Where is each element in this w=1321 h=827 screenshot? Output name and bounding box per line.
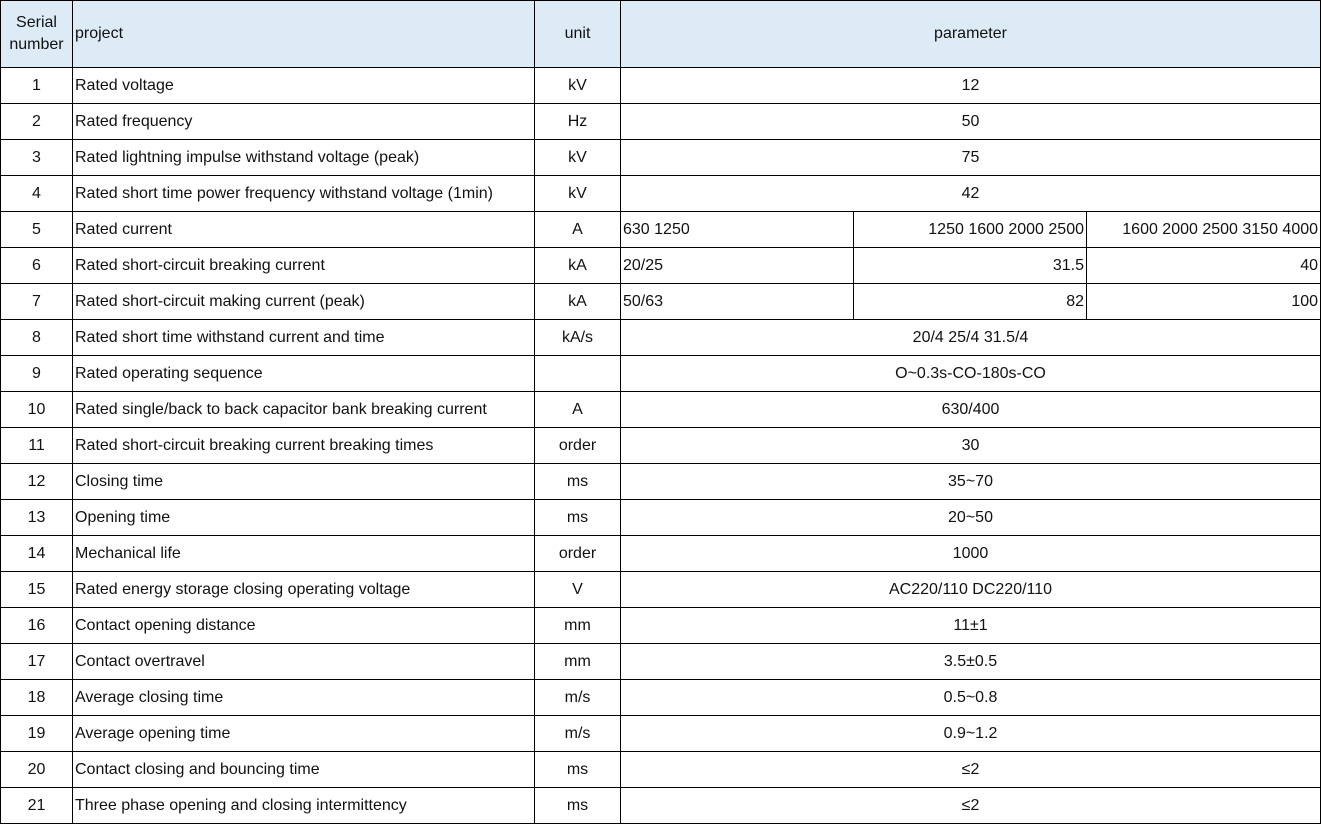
project-cell: Rated current bbox=[73, 212, 535, 248]
parameter-cell: 12 bbox=[621, 68, 1321, 104]
unit-cell: A bbox=[535, 392, 621, 428]
parameter-cell: 1000 bbox=[621, 536, 1321, 572]
project-cell: Closing time bbox=[73, 464, 535, 500]
table-row bbox=[1, 356, 1321, 392]
unit-cell: ms bbox=[535, 464, 621, 500]
serial-number-cell: 10 bbox=[1, 392, 73, 428]
serial-number-cell: 3 bbox=[1, 140, 73, 176]
unit-cell: order bbox=[535, 428, 621, 464]
project-cell: Rated frequency bbox=[73, 104, 535, 140]
serial-number-cell: 8 bbox=[1, 320, 73, 356]
unit-cell: mm bbox=[535, 608, 621, 644]
serial-number-cell: 2 bbox=[1, 104, 73, 140]
unit-cell: m/s bbox=[535, 716, 621, 752]
parameter-cell: 75 bbox=[621, 140, 1321, 176]
serial-number-cell: 12 bbox=[1, 464, 73, 500]
unit-cell bbox=[535, 356, 621, 392]
parameter-cell: 100 bbox=[1087, 284, 1321, 320]
serial-header-line1: Serial bbox=[16, 14, 57, 31]
unit-cell: ms bbox=[535, 500, 621, 536]
table-row bbox=[1, 104, 1321, 140]
unit-cell: kV bbox=[535, 176, 621, 212]
serial-number-cell: 1 bbox=[1, 68, 73, 104]
table-row bbox=[1, 500, 1321, 536]
parameter-cell: 40 bbox=[1087, 248, 1321, 284]
unit-cell: mm bbox=[535, 644, 621, 680]
serial-number-cell: 21 bbox=[1, 788, 73, 824]
unit-cell: ms bbox=[535, 752, 621, 788]
parameter-cell: 31.5 bbox=[854, 248, 1087, 284]
table-row bbox=[1, 212, 1321, 248]
parameter-cell: 0.5~0.8 bbox=[621, 680, 1321, 716]
serial-number-cell: 15 bbox=[1, 572, 73, 608]
project-cell: Rated short time withstand current and time bbox=[73, 320, 535, 356]
table-row bbox=[1, 392, 1321, 428]
parameter-cell: 11±1 bbox=[621, 608, 1321, 644]
parameter-cell: 42 bbox=[621, 176, 1321, 212]
unit-cell: kV bbox=[535, 140, 621, 176]
project-cell: Average opening time bbox=[73, 716, 535, 752]
table-row bbox=[1, 788, 1321, 824]
project-cell: Rated operating sequence bbox=[73, 356, 535, 392]
parameter-cell: 20/25 bbox=[621, 248, 854, 284]
parameter-cell: 1600 2000 2500 3150 4000 bbox=[1087, 212, 1321, 248]
unit-header: unit bbox=[535, 1, 621, 68]
header-row bbox=[1, 1, 1321, 68]
parameter-cell: 3.5±0.5 bbox=[621, 644, 1321, 680]
unit-cell: ms bbox=[535, 788, 621, 824]
table-row bbox=[1, 572, 1321, 608]
project-cell: Rated short time power frequency withstand voltage (1min) bbox=[73, 176, 535, 212]
serial-number-cell: 11 bbox=[1, 428, 73, 464]
table-header bbox=[1, 1, 1321, 68]
project-cell: Rated single/back to back capacitor bank breaking current bbox=[73, 392, 535, 428]
parameter-cell: 30 bbox=[621, 428, 1321, 464]
project-cell: Rated energy storage closing operating voltage bbox=[73, 572, 535, 608]
serial-number-cell: 14 bbox=[1, 536, 73, 572]
serial-header-line2: number bbox=[9, 36, 64, 53]
project-cell: Contact closing and bouncing time bbox=[73, 752, 535, 788]
project-cell: Rated voltage bbox=[73, 68, 535, 104]
parameter-cell: 630 1250 bbox=[621, 212, 854, 248]
parameter-cell: 20~50 bbox=[621, 500, 1321, 536]
table-row bbox=[1, 716, 1321, 752]
unit-cell: kA/s bbox=[535, 320, 621, 356]
project-cell: Mechanical life bbox=[73, 536, 535, 572]
table-body bbox=[1, 68, 1321, 824]
project-cell: Opening time bbox=[73, 500, 535, 536]
table-row bbox=[1, 428, 1321, 464]
serial-number-cell: 4 bbox=[1, 176, 73, 212]
serial-number-cell: 17 bbox=[1, 644, 73, 680]
parameter-cell: 20/4 25/4 31.5/4 bbox=[621, 320, 1321, 356]
serial-number-cell: 19 bbox=[1, 716, 73, 752]
parameter-header: parameter bbox=[621, 1, 1321, 68]
parameter-cell: 82 bbox=[854, 284, 1087, 320]
project-cell: Three phase opening and closing intermittency bbox=[73, 788, 535, 824]
serial-number-header bbox=[1, 1, 73, 68]
table-row bbox=[1, 680, 1321, 716]
table-row bbox=[1, 68, 1321, 104]
serial-number-cell: 6 bbox=[1, 248, 73, 284]
parameter-cell: O~0.3s-CO-180s-CO bbox=[621, 356, 1321, 392]
table-row bbox=[1, 176, 1321, 212]
parameter-cell: ≤2 bbox=[621, 788, 1321, 824]
table-row bbox=[1, 752, 1321, 788]
parameter-cell: 0.9~1.2 bbox=[621, 716, 1321, 752]
serial-number-cell: 7 bbox=[1, 284, 73, 320]
serial-number-cell: 16 bbox=[1, 608, 73, 644]
project-cell: Rated lightning impulse withstand voltage (peak) bbox=[73, 140, 535, 176]
table-row bbox=[1, 284, 1321, 320]
table-row bbox=[1, 140, 1321, 176]
project-cell: Rated short-circuit making current (peak) bbox=[73, 284, 535, 320]
project-cell: Rated short-circuit breaking current breaking times bbox=[73, 428, 535, 464]
unit-cell: m/s bbox=[535, 680, 621, 716]
project-cell: Average closing time bbox=[73, 680, 535, 716]
parameter-cell: 1250 1600 2000 2500 bbox=[854, 212, 1087, 248]
unit-cell: kA bbox=[535, 248, 621, 284]
table-row bbox=[1, 536, 1321, 572]
unit-cell: A bbox=[535, 212, 621, 248]
project-cell: Contact opening distance bbox=[73, 608, 535, 644]
table-row bbox=[1, 248, 1321, 284]
unit-cell: order bbox=[535, 536, 621, 572]
table-row bbox=[1, 464, 1321, 500]
table-row bbox=[1, 608, 1321, 644]
unit-cell: V bbox=[535, 572, 621, 608]
serial-number-cell: 20 bbox=[1, 752, 73, 788]
unit-cell: kV bbox=[535, 68, 621, 104]
parameter-cell: 630/400 bbox=[621, 392, 1321, 428]
parameter-cell: AC220/110 DC220/110 bbox=[621, 572, 1321, 608]
serial-number-cell: 5 bbox=[1, 212, 73, 248]
project-header: project bbox=[73, 1, 535, 68]
parameter-cell: 50/63 bbox=[621, 284, 854, 320]
serial-number-cell: 9 bbox=[1, 356, 73, 392]
unit-cell: kA bbox=[535, 284, 621, 320]
unit-cell: Hz bbox=[535, 104, 621, 140]
parameter-cell: 35~70 bbox=[621, 464, 1321, 500]
table-row bbox=[1, 644, 1321, 680]
table-row bbox=[1, 320, 1321, 356]
project-cell: Contact overtravel bbox=[73, 644, 535, 680]
parameter-cell: 50 bbox=[621, 104, 1321, 140]
serial-number-cell: 13 bbox=[1, 500, 73, 536]
parameter-cell: ≤2 bbox=[621, 752, 1321, 788]
serial-number-cell: 18 bbox=[1, 680, 73, 716]
project-cell: Rated short-circuit breaking current bbox=[73, 248, 535, 284]
